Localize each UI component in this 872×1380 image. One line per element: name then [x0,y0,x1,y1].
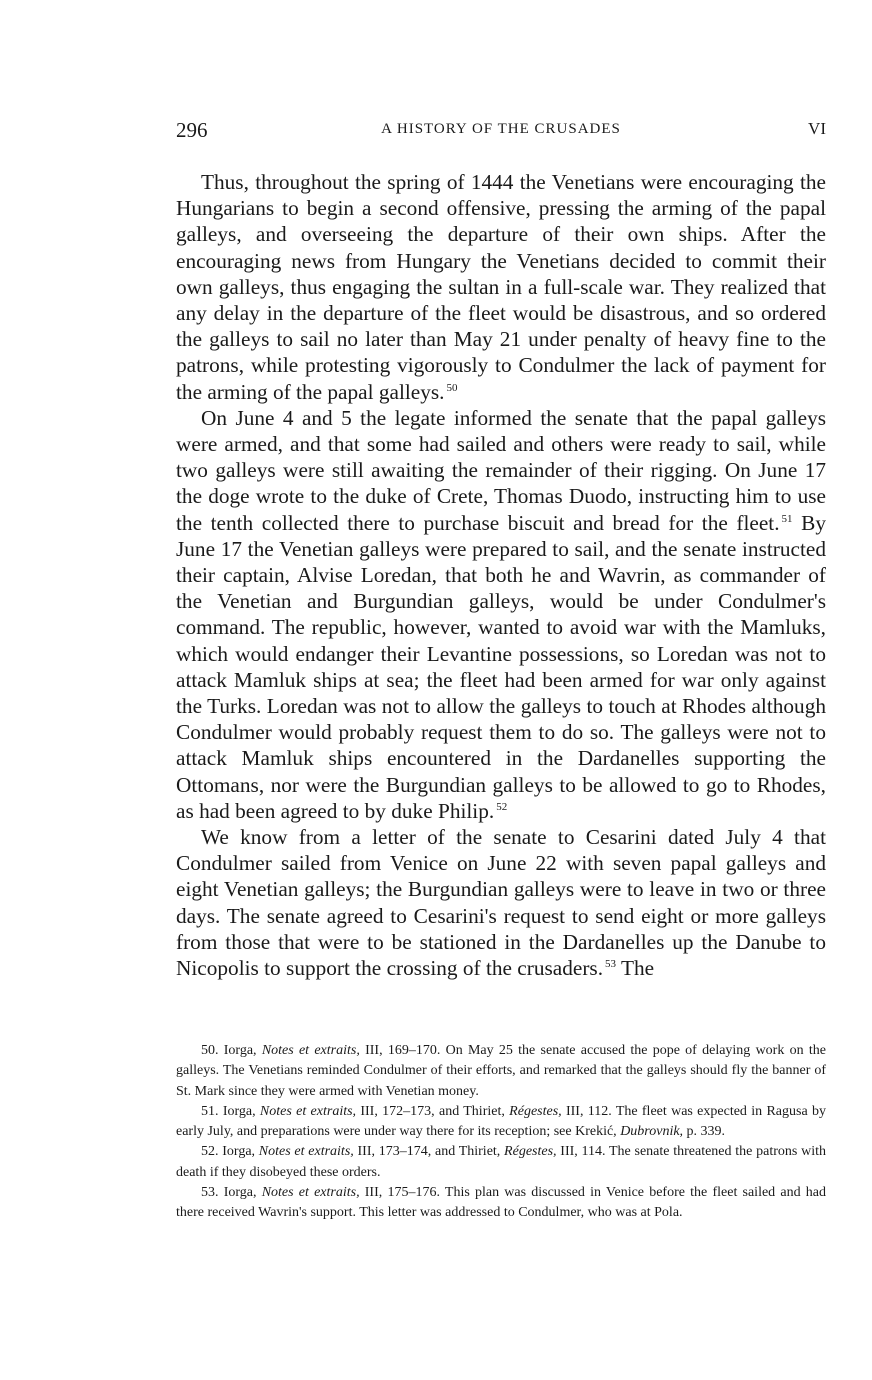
footnote-text: III, 169–170. On May 25 the senate accused the pope of delaying work on the galleys. The Venetians reminded Condulmer of their efforts, and remarked that the galleys should fly the banner of St. Mark since they were armed with Venetian money. [176,1043,826,1099]
footnote-text: 51. Iorga, [201,1103,260,1119]
paragraph [176,169,826,405]
footnote-text: III, 175–176. This plan was discussed in Venice before the fleet sailed and had there received Wavrin's support. This letter was addressed to Condulmer, who was at Pola. [176,1185,826,1221]
footnote-text: 50. Iorga, [201,1043,262,1058]
running-title: A HISTORY OF THE CRUSADES [381,121,621,137]
footnote-51 [176,1102,826,1143]
footnote-text: III, 112. The fleet was expected in Ragusa by early July, and preparations were under way there for its reception; see Krekić, [176,1103,826,1140]
footnote-53 [176,1183,826,1224]
paragraph [176,405,826,824]
running-header [176,118,826,146]
paragraph-text: By June 17 the Venetian galleys were prepared to sail, and the senate instructed their captain, Alvise Loredan, that both he and Wavrin, as commander of the Venetian and Burgundian galleys, would be under Condulmer's command. The republic, however, wanted to avoid war with the Mamluks, which would endanger their Levantine possessions, so Loredan was not to attack Mamluk ships at sea; the fleet had been armed for war only against the Turks. Loredan was not to allow the galleys to touch at Rhodes although Condulmer would probably request them to do so. The galleys were not to attack Mamluk ships encountered in the Dardanelles supporting the Ottomans, nor were the Burgundian galleys to be allowed to go to Rhodes, as had been agreed to by duke Philip. [176,510,826,823]
cited-work: Notes et extraits, [261,1043,360,1058]
paragraph [176,824,826,981]
footnote-ref: 51 [781,512,793,525]
footnote-ref: 52 [496,800,508,813]
body-text [176,169,826,981]
section-number: VI [808,119,826,138]
paragraph-text: On June 4 and 5 the legate informed the senate that the papal galleys were armed, and that some had sailed and others were ready to sail, while two galleys were still awaiting the remainder of their rigging. On June 17 the doge wrote to the duke of Crete, Thomas Duodo, instructing him to use the tenth collected there to purchase biscuit and bread for the fleet. [176,405,826,535]
paragraph-text: We know from a letter of the senate to Cesarini dated July 4 that Condulmer sailed from Venice on June 22 with seven papal galleys and eight Venetian galleys; the Burgundian galleys were to leave in two or three days. The senate agreed to Cesarini's request to send eight or more galleys from those that were to be stationed in the Dardanelles up the Danube to Nicopolis to support the crossing of the crusaders. [176,825,826,981]
cited-work: Dubrovnik, [620,1124,684,1140]
footnote-text: III, 114. The senate threatened the patrons with death if they disobeyed these orders. [176,1144,826,1180]
cited-work: Régestes, [504,1144,557,1160]
page-number: 296 [176,118,208,142]
footnote-ref: 50 [446,381,458,394]
footnote-text: 53. Iorga, [201,1185,262,1201]
footnote-text: p. 339. [683,1124,726,1140]
footnote-text: III, 173–174, and Thiriet, [353,1144,505,1160]
cited-work: Notes et extraits, [258,1144,354,1160]
footnotes [176,1041,826,1224]
paragraph-text: The [616,956,655,981]
cited-work: Notes et extraits, [259,1103,357,1119]
footnote-text: 52. Iorga, [201,1144,259,1160]
footnote-ref: 53 [605,958,617,971]
footnote-50 [176,1041,826,1102]
cited-work: Notes et extraits, [261,1185,360,1201]
footnote-52 [176,1142,826,1183]
footnote-text: III, 172–173, and Thiriet, [356,1103,510,1119]
paragraph-text: Thus, throughout the spring of 1444 the Venetians were encouraging the Hungarians to begin a second offensive, pressing the arming of the papal galleys, and overseeing the departure of their own ships. After the encouraging news from Hungary the Venetians decided to commit their own galleys, thus engaging the sultan in a full-scale war. They realized that any delay in the departure of the fleet would be disastrous, and so ordered the galleys to sail no later than May 21 under penalty of heavy fine to the patrons, while protesting vigorously to Condulmer the lack of payment for the arming of the papal galleys. [176,170,826,404]
cited-work: Régestes, [509,1103,562,1119]
